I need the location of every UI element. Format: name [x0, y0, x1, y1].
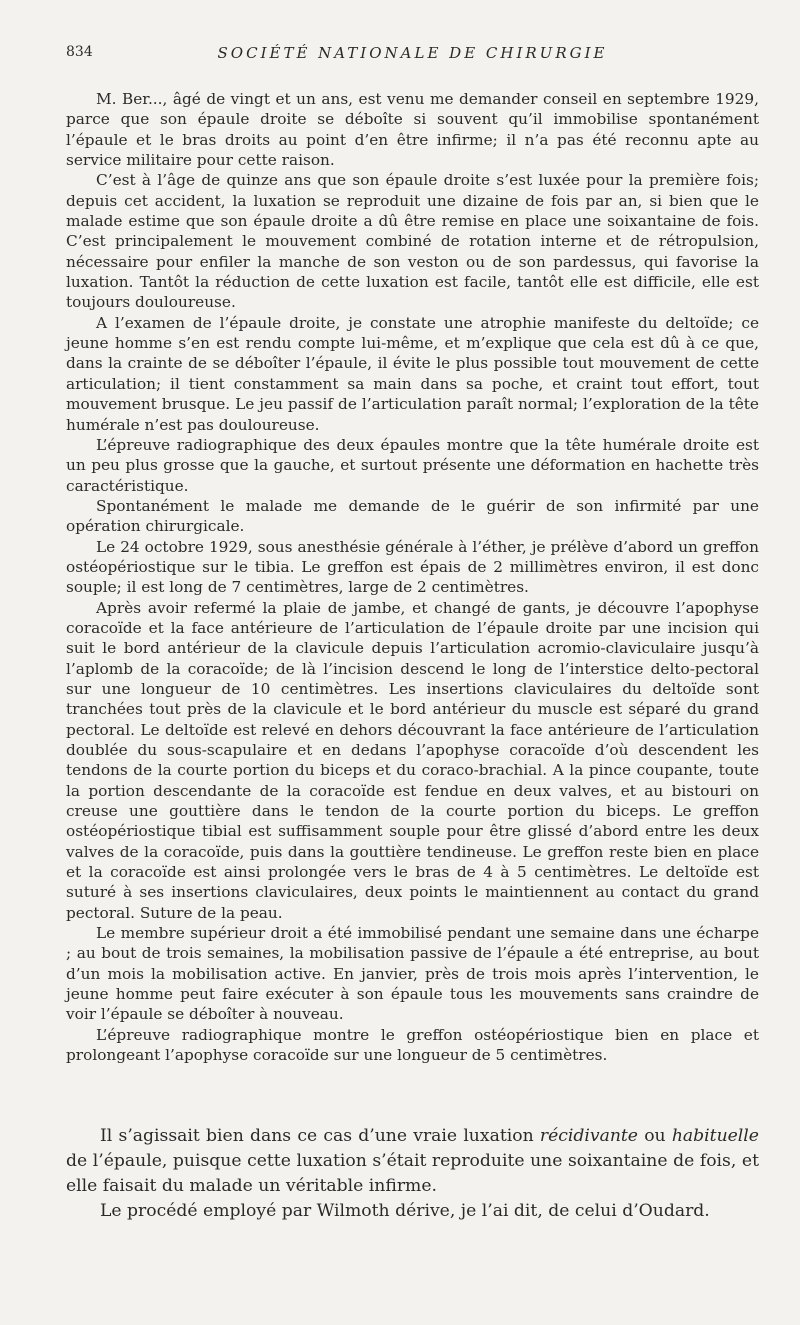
paragraph: A l’examen de l’épaule droite, je constate une atrophie manifeste du deltoïde; ce jeune homme s’en est rendu compte lui-même, et m’explique que cela est dû à ce que, dans la crainte de se déboîter l’épaule, il évite le plus possible tout mouvement de cette articulation; il tient constamment sa main dans sa poche, et craint tout effort, tout mouvement brusque. Le jeu passif de l’articulation paraît normal; l’exploration de la tête humérale n’est pas douloureuse. — [66, 313, 759, 434]
paragraph: C’est à l’âge de quinze ans que son épaule droite s’est luxée pour la première fois; depuis cet accident, la luxation se reproduit une dizaine de fois par an, si bien que le malade estime que son épaule droite a dû être remise en place une soixantaine de fois. C’est principalement le mouvement combiné de rotation interne et de rétropulsion, nécessaire pour enfiler la manche de son veston ou de son pardessus, qui favorise la luxation. Tantôt la réduction de cette luxation est facile, tantôt elle est difficile, elle est toujours douloureuse. — [66, 171, 759, 312]
running-title: SOCIÉTÉ NATIONALE DE CHIRURGIE — [217, 44, 608, 62]
text-run: Il s’agissait bien dans ce cas d’une vraie luxation — [100, 1126, 540, 1146]
discussion-paragraph — [66, 1124, 759, 1199]
discussion-paragraph: Le procédé employé par Wilmoth dérive, je l’ai dit, de celui d’Oudard. — [100, 1201, 710, 1221]
paragraph: Spontanément le malade me demande de le guérir de son infirmité par une opération chirurgicale. — [66, 496, 759, 536]
text-run: de l’épaule, puisque cette luxation s’était reproduite une soixantaine de fois, et elle faisait du malade un véritable infirme. — [66, 1151, 759, 1196]
paragraph: L’épreuve radiographique montre le greffon ostéopériostique bien en place et prolongeant l’apophyse coracoïde sur une longueur de 5 centimètres. — [66, 1025, 759, 1065]
page-number: 834 — [66, 44, 93, 60]
paragraph: Le membre supérieur droit a été immobilisé pendant une semaine dans une écharpe ; au bout de trois semaines, la mobilisation passive de l’épaule a été entreprise, au bout d’un mois la mobilisation active. En janvier, près de trois mois après l’intervention, le jeune homme peut faire exécuter à son épaule tous les mouvements sans craindre de voir l’épaule se déboîter à nouveau. — [66, 924, 759, 1024]
paragraph: M. Ber..., âgé de vingt et un ans, est venu me demander conseil en septembre 1929, parce que son épaule droite se déboîte si souvent qu’il immobilise spontanément l’épaule et le bras droits au point d’en être infirme; il n’a pas été reconnu apte au service militaire pour cette raison. — [66, 90, 759, 170]
emphasis-recidivante: récidivante — [539, 1126, 638, 1146]
paragraph: Après avoir refermé la plaie de jambe, et changé de gants, je découvre l’apophyse coracoïde et la face antérieure de l’articulation de l’épaule droite par une incision qui suit le bord antérieur de la clavicule depuis l’articulation acromio-claviculaire jusqu’à l’aplomb de la coracoïde; de là l’incision descend le long de l’interstice delto-pectoral sur une longueur de 10 centimètres. Les insertions claviculaires du deltoïde sont tranchées tout près de la clavicule et le bord antérieur du muscle est séparé du grand pectoral. Le deltoïde est relevé en dehors découvrant la face antérieure de l’articulation doublée du sous-scapulaire et en dedans l’apophyse coracoïde d’où descendent les tendons de la courte portion du biceps et du coraco-brachial. A la pince coupante, toute la portion descendante de la coracoïde est fendue en deux valves, et au bistouri on creuse une gouttière dans le tendon de la courte portion du biceps. Le greffon ostéopériostique tibial est suffisamment souple pour être glissé d’abord entre les deux valves de la coracoïde, puis dans la gouttière tendineuse. Le greffon reste bien en place et la coracoïde est ainsi prolongée vers le bras de 4 à 5 centimètres. Le deltoïde est suturé à ses insertions claviculaires, deux points le maintiennent au contact du grand pectoral. Suture de la peau. — [66, 598, 759, 922]
discussion — [66, 1124, 759, 1224]
text-run: ou — [637, 1126, 672, 1146]
paragraph: L’épreuve radiographique des deux épaules montre que la tête humérale droite est un peu plus grosse que la gauche, et surtout présente une déformation en hachette très caractéristique. — [66, 435, 759, 495]
page-header — [66, 44, 759, 66]
emphasis-habituelle: habituelle — [671, 1126, 759, 1146]
case-report — [66, 89, 759, 1066]
paragraph: Le 24 octobre 1929, sous anesthésie générale à l’éther, je prélève d’abord un greffon ostéopériostique sur le tibia. Le greffon est épais de 2 millimètres environ, il est donc souple; il est long de 7 centimètres, large de 2 centimètres. — [66, 537, 759, 597]
